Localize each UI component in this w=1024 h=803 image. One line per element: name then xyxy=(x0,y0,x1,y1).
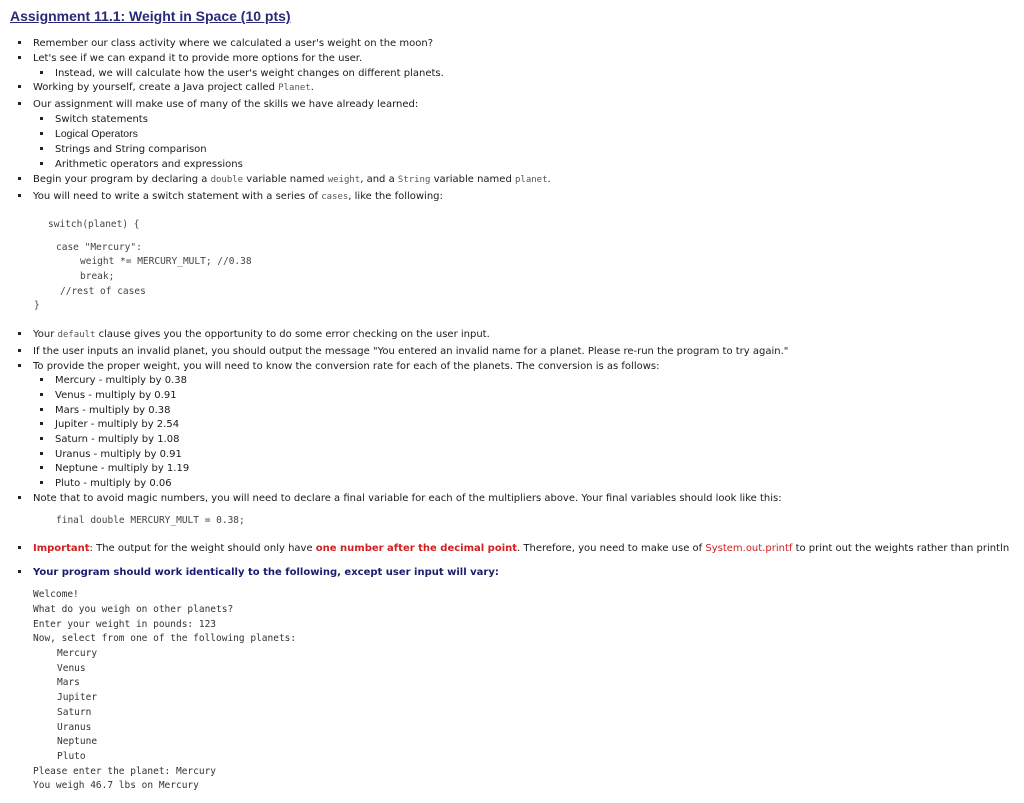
output-line: Please enter the planet: Mercury xyxy=(33,766,217,777)
code-line: break; xyxy=(80,271,115,282)
page-title: Assignment 11.1: Weight in Space (10 pts) xyxy=(10,8,291,24)
bullet-icon xyxy=(40,132,43,135)
assignment-page: Assignment 11.1: Weight in Space (10 pts) Remember our class activity where we calculated a user's weight on the moon? Let's see if we can expand it to provide more options for the user. Instead, we will calculate how the user's weight changes on different planets. Working by yourself, create a Java project called Planet. Our assignment will make use of many of the skills we have already learned: Switch statements Logical Operators Strings and String comparison Arithmetic operators and expressions Begin your program by declaring a double variable named weight, and a String variable named planet. You will need to write a switch statement with a series of cases, like the following: switch(planet) { case "Mercury": weight *= MERCURY_MULT; //0.38 break; //rest of cases } Your default clause gives you the opportunity to do some error checking on the user input. If the user inputs an invalid planet, you should output the message "You entered an invalid name for a planet. Please re-run the program to try again." To provide the proper weight, you will need to know the conversion rate for each of the planets. The conversion is as follows: Mercury - multiply by 0.38 Venus - multiply by 0.91 Mars - multiply by 0.38 Jupiter - multiply by 2.54 Saturn - multiply by 1.08 Uranus - multiply by 0.91 Neptune - multiply by 1.19 Pluto - multiply by 0.06 Note that to avoid magic numbers, you will need to declare a final variable for each of the multipliers above. Your final variables should look like this: final double MERCURY_MULT = 0.38; Important: The output for the weight should only have one number after the decimal point. Therefore, you need to make use of System.out.printf to print out the weights rather than println Your program should work identically to the following, except user input will vary: Welcome! What do you weigh on other planets? Enter your weight in pounds: 123 Now, select from one of the following planets: Mercury Venus Mars Jupiter Saturn Uranus Neptune Pluto Please enter the planet: Mercury You weigh 46.7 lbs on Mercury xyxy=(10,8,1010,791)
bullet-icon xyxy=(40,452,43,455)
code-line: case "Mercury": xyxy=(56,242,142,253)
output-line: What do you weigh on other planets? xyxy=(33,604,234,615)
bullet-icon xyxy=(40,378,43,381)
output-line: Welcome! xyxy=(33,589,79,600)
output-planet: Mercury xyxy=(57,648,98,659)
bullet-icon xyxy=(18,570,21,573)
bullet-icon xyxy=(18,364,21,367)
output-planet: Venus xyxy=(57,663,86,674)
bullet-icon xyxy=(18,41,21,44)
bullet-icon xyxy=(40,71,43,74)
output-planet: Saturn xyxy=(57,707,92,718)
bullet-icon xyxy=(18,85,21,88)
code-line: //rest of cases xyxy=(60,286,146,297)
bullet-icon xyxy=(18,546,21,549)
bullet-icon xyxy=(40,481,43,484)
bullet-icon xyxy=(18,349,21,352)
bullet-icon xyxy=(40,147,43,150)
output-planet: Uranus xyxy=(57,722,92,733)
output-planet: Neptune xyxy=(57,736,98,747)
bullet-icon xyxy=(40,408,43,411)
output-line: Now, select from one of the following planets: xyxy=(33,633,297,644)
bullet-icon xyxy=(18,332,21,335)
bullet-icon xyxy=(18,177,21,180)
output-line: You weigh 46.7 lbs on Mercury xyxy=(33,780,199,791)
code-line: weight *= MERCURY_MULT; //0.38 xyxy=(80,256,252,267)
bullet-icon xyxy=(40,393,43,396)
bullet-icon xyxy=(18,194,21,197)
bullet-icon xyxy=(18,102,21,105)
code-line: switch(planet) { xyxy=(48,219,140,230)
bullet-icon xyxy=(18,56,21,59)
output-planet: Jupiter xyxy=(57,692,98,703)
bullet-icon xyxy=(40,117,43,120)
bullet-icon xyxy=(40,162,43,165)
output-planet: Mars xyxy=(57,677,80,688)
bullet-icon xyxy=(40,437,43,440)
output-planet: Pluto xyxy=(57,751,86,762)
output-line: Enter your weight in pounds: 123 xyxy=(33,619,217,630)
bullet-icon xyxy=(40,422,43,425)
bullet-icon xyxy=(18,496,21,499)
code-line: } xyxy=(34,300,40,311)
bullet-icon xyxy=(40,466,43,469)
code-final-declaration: final double MERCURY_MULT = 0.38; xyxy=(56,515,245,526)
